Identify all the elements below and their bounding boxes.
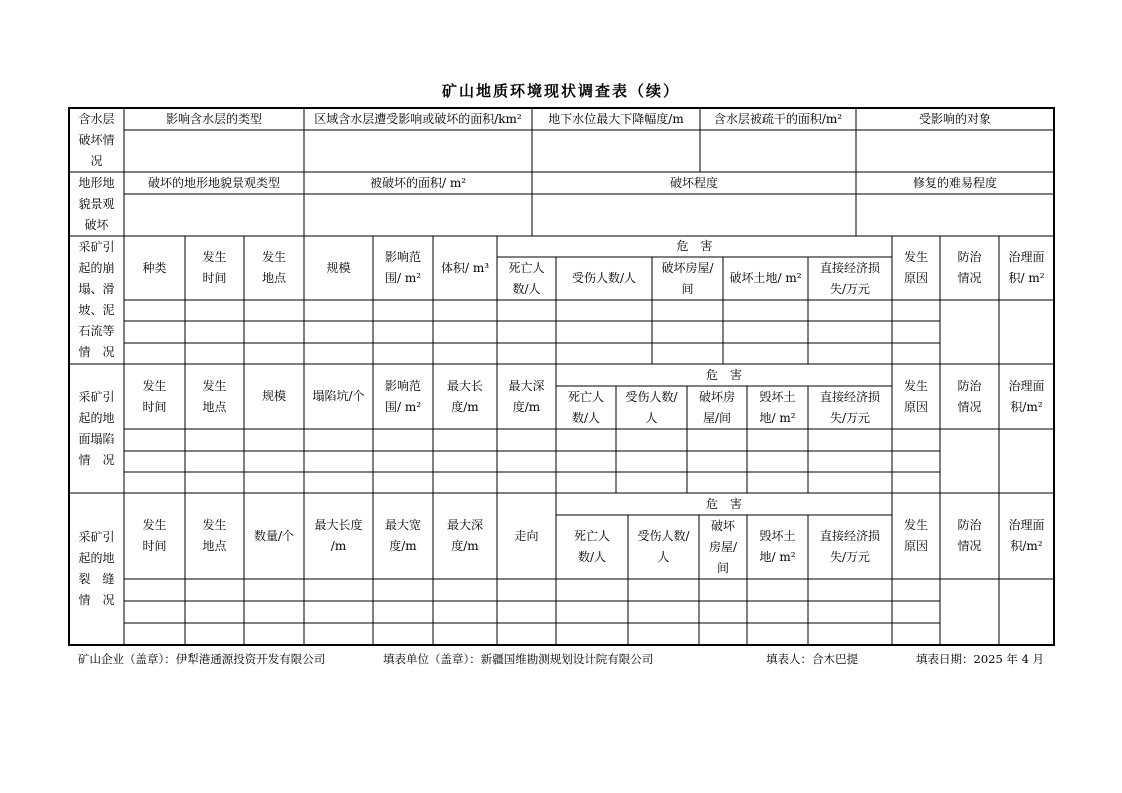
fissure-header-place: 发生 地点: [202, 518, 227, 553]
collapse-harm-deaths: 死亡人 数/人: [508, 260, 545, 296]
subsidence-header-time: 发生 时间: [142, 378, 167, 414]
subsidence-side-label: 采矿引 起的地 面塌陷 情 况: [78, 389, 115, 467]
fissure-harm-land: 毁坏土 地/ m²: [759, 529, 796, 564]
footer-filler: 填表人：合木巴提: [766, 652, 858, 666]
collapse-header-time: 发生 时间: [202, 250, 227, 285]
subsidence-harm-deaths: 死亡人 数/人: [567, 389, 604, 425]
fissure-header-direction: 走向: [514, 528, 539, 543]
subsidence-header-range: 影响范 围/ m²: [384, 378, 422, 414]
subsidence-header-max-depth: 最大深 度/m: [508, 378, 545, 414]
footer-date: 填表日期：2025 年 4 月: [916, 652, 1045, 666]
fissure-header-count: 数量/个: [253, 528, 295, 543]
subsidence-harm-injured: 受伤人数/ 人: [625, 389, 678, 425]
landform-header-area: 被破坏的面积/ m²: [369, 175, 467, 190]
aquifer-header-drained-area: 含水层被疏干的面积/m²: [713, 111, 843, 126]
aquifer-header-type: 影响含水层的类型: [165, 111, 262, 126]
fissure-side-label: 采矿引 起的地 裂 缝 情 况: [78, 530, 115, 607]
fissure-header-max-width: 最大宽 度/m: [384, 518, 421, 553]
collapse-harm-houses: 破坏房屋/ 间: [661, 260, 714, 296]
collapse-header-place: 发生 地点: [261, 250, 286, 285]
collapse-harm-land: 破坏土地/ m²: [729, 271, 802, 285]
aquifer-header-affected: 受影响的对象: [918, 111, 991, 126]
collapse-header-scale: 规模: [326, 260, 351, 275]
collapse-header-volume: 体积/ m³: [440, 260, 490, 275]
collapse-header-treated-area: 治理面 积/ m²: [1008, 250, 1045, 285]
collapse-header-prevention: 防治 情况: [957, 250, 982, 285]
collapse-header-kind: 种类: [142, 260, 167, 275]
fissure-harm-header: 危 害: [705, 496, 742, 511]
subsidence-header-scale: 规模: [261, 389, 286, 403]
subsidence-header-place: 发生 地点: [202, 378, 227, 414]
fissure-header-cause: 发生 原因: [903, 518, 928, 553]
subsidence-header-max-length: 最大长 度/m: [446, 378, 483, 414]
subsidence-header-cause: 发生 原因: [903, 378, 928, 414]
landform-header-degree: 破坏程度: [669, 175, 718, 190]
fissure-harm-houses: 破坏 房屋/ 间: [708, 518, 738, 575]
landform-header-type: 破坏的地形地貌景观类型: [147, 175, 280, 190]
aquifer-header-water-drop: 地下水位最大下降幅度/m: [548, 111, 684, 126]
footer-fill-unit: 填表单位（盖章）：新疆国维勘测规划设计院有限公司: [383, 652, 654, 666]
fissure-header-treated-area: 治理面 积/m²: [1008, 518, 1045, 553]
subsidence-header-prevention: 防治 情况: [957, 378, 982, 414]
fissure-harm-loss: 直接经济损 失/万元: [819, 529, 880, 564]
collapse-harm-header: 危 害: [676, 239, 713, 253]
subsidence-harm-houses: 破坏房 屋/间: [698, 389, 735, 425]
fissure-header-time: 发生 时间: [142, 518, 167, 553]
collapse-header-range: 影响范 围/ m²: [384, 250, 422, 285]
page-title: 矿山地质环境现状调查表（续）: [441, 82, 680, 100]
collapse-harm-injured: 受伤人数/人: [571, 271, 637, 285]
subsidence-harm-loss: 直接经济损 失/万元: [819, 389, 880, 425]
collapse-header-cause: 发生 原因: [903, 250, 928, 285]
subsidence-header-treated-area: 治理面 积/m²: [1008, 378, 1045, 414]
landform-side-label: 地形地 貌景观 破坏: [78, 175, 115, 232]
collapse-side-label: 采矿引 起的崩 塌、滑 坡、泥 石流等 情 况: [78, 240, 115, 359]
subsidence-harm-land: 毁坏土 地/ m²: [759, 389, 796, 425]
subsidence-harm-header: 危 害: [705, 367, 742, 382]
subsidence-header-pits: 塌陷坑/个: [312, 389, 365, 403]
aquifer-side-label: 含水层 破坏情 况: [78, 111, 115, 168]
footer-enterprise: 矿山企业（盖章）：伊犁港通源投资开发有限公司: [78, 652, 326, 666]
landform-header-difficulty: 修复的难易程度: [912, 175, 997, 190]
fissure-header-prevention: 防治 情况: [957, 518, 982, 553]
fissure-header-max-depth: 最大深 度/m: [446, 518, 483, 553]
collapse-harm-loss: 直接经济损 失/万元: [819, 260, 880, 296]
aquifer-header-area: 区域含水层遭受影响或破坏的面积/km²: [314, 111, 522, 126]
fissure-harm-deaths: 死亡人 数/人: [573, 529, 610, 564]
fissure-harm-injured: 受伤人数/ 人: [637, 529, 690, 564]
fissure-header-max-length: 最大长度 /m: [314, 518, 363, 553]
